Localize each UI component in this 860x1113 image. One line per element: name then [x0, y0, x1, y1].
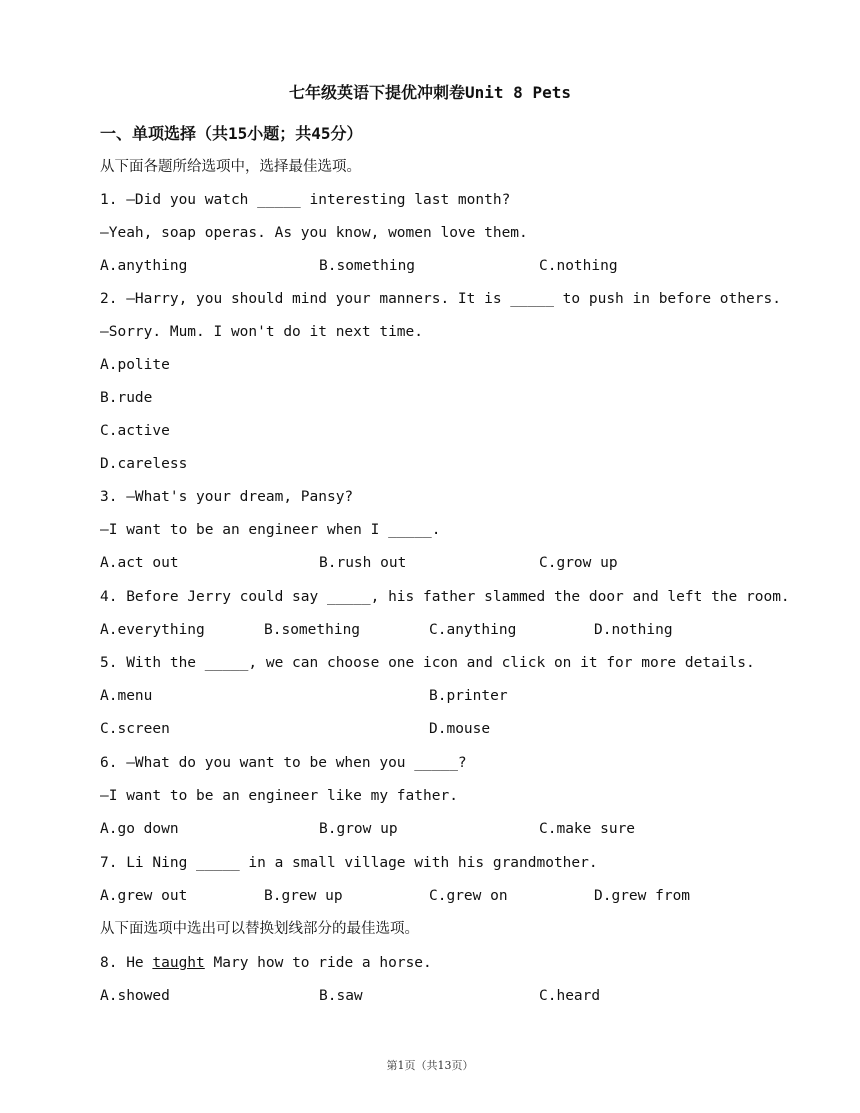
question-7-option-c: C.grew on — [429, 888, 508, 904]
question-8-stem-after: Mary how to ride a horse. — [204, 955, 432, 971]
question-2-option-d: D.careless — [100, 456, 188, 472]
question-4-option-c: C.anything — [429, 622, 517, 638]
question-4-option-d: D.nothing — [594, 622, 673, 638]
question-3-option-a: A.act out — [100, 555, 179, 571]
question-8-option-a: A.showed — [100, 988, 170, 1004]
question-2-option-c: C.active — [100, 423, 170, 439]
question-4-option-b: B.something — [264, 622, 361, 638]
question-5-stem: 5. With the _____, we can choose one icon and click on it for more details. — [100, 655, 755, 671]
question-7-option-a: A.grew out — [100, 888, 188, 904]
question-6-option-c: C.make sure — [539, 821, 636, 837]
question-3-reply: —I want to be an engineer when I _____. — [100, 522, 441, 538]
question-2-stem: 2. —Harry, you should mind your manners. It is _____ to push in before others. — [100, 291, 781, 307]
question-4-option-a: A.everything — [100, 622, 205, 638]
question-1-option-c: C.nothing — [539, 258, 618, 274]
question-1-stem: 1. —Did you watch _____ interesting last month? — [100, 192, 511, 208]
question-2-option-b: B.rude — [100, 390, 153, 406]
question-1-reply: —Yeah, soap operas. As you know, women love them. — [100, 225, 528, 241]
question-8-underlined-word: taught — [152, 955, 205, 971]
question-7-option-d: D.grew from — [594, 888, 691, 904]
page-title: 七年级英语下提优冲刺卷Unit 8 Pets — [289, 83, 571, 102]
question-3-option-c: C.grow up — [539, 555, 618, 571]
question-7-option-b: B.grew up — [264, 888, 343, 904]
question-8-stem — [100, 953, 432, 973]
question-3-stem: 3. —What's your dream, Pansy? — [100, 489, 354, 505]
question-8-option-c: C.heard — [539, 988, 601, 1004]
question-8-stem-before: 8. He — [100, 955, 153, 971]
question-6-reply: —I want to be an engineer like my father. — [100, 788, 458, 804]
question-1-option-a: A.anything — [100, 258, 188, 274]
question-6-stem: 6. —What do you want to be when you _____? — [100, 755, 467, 771]
question-4-stem: 4. Before Jerry could say _____, his father slammed the door and left the room. — [100, 589, 790, 605]
question-5-option-b: B.printer — [429, 688, 508, 704]
section-heading: 一、单项选择（共15小题；共45分） — [100, 124, 363, 143]
question-1-option-b: B.something — [319, 258, 416, 274]
question-5-option-d: D.mouse — [429, 721, 491, 737]
question-5-option-c: C.screen — [100, 721, 170, 737]
question-3-option-b: B.rush out — [319, 555, 407, 571]
question-7-stem: 7. Li Ning _____ in a small village with his grandmother. — [100, 855, 598, 871]
question-6-option-b: B.grow up — [319, 821, 398, 837]
section-2-instruction: 从下面选项中选出可以替换划线部分的最佳选项。 — [100, 921, 419, 937]
section-instruction: 从下面各题所给选项中，选择最佳选项。 — [100, 159, 361, 175]
question-2-option-a: A.polite — [100, 357, 170, 373]
question-2-reply: —Sorry. Mum. I won't do it next time. — [100, 324, 424, 340]
question-5-option-a: A.menu — [100, 688, 153, 704]
question-6-option-a: A.go down — [100, 821, 179, 837]
question-8-option-b: B.saw — [319, 988, 363, 1004]
page-footer: 第1页（共13页） — [386, 1059, 474, 1072]
